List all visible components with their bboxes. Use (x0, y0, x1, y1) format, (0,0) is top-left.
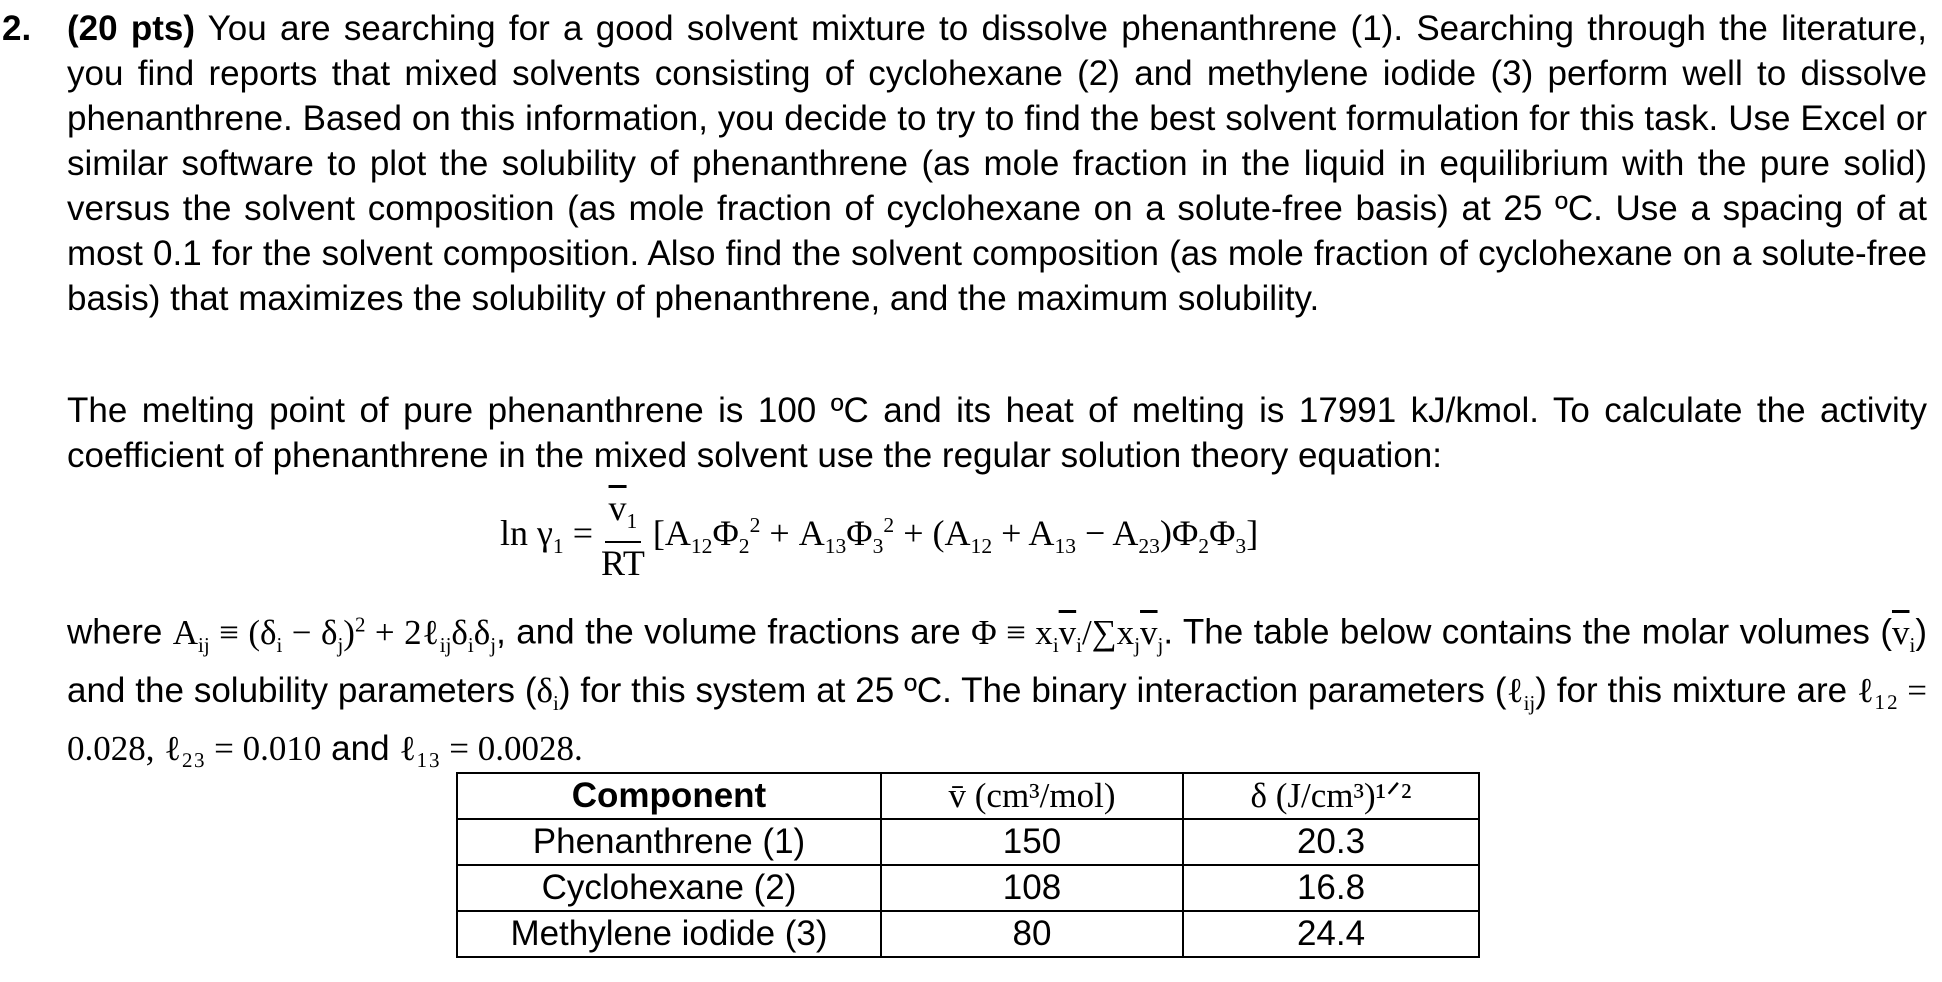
header-solubility-parameter: δ (J/cm³)¹ᐟ² (1183, 773, 1479, 819)
where-text-4: ) and the solubility parameters ( (67, 612, 1927, 710)
component-name: Phenanthrene (1) (457, 819, 881, 865)
where-text-1: where (67, 612, 163, 652)
header-component: Component (457, 773, 881, 819)
molar-volume-value: 108 (881, 865, 1183, 911)
component-name: Cyclohexane (2) (457, 865, 881, 911)
phi-definition: $\Phi \equiv x_i\overline{v}_i/\sum x_j\overline{v}_j$ (971, 612, 1164, 657)
where-text-6: ) for this mixture are (1535, 670, 1848, 710)
table-row (457, 911, 1479, 957)
solubility-parameter-value: 16.8 (1183, 865, 1479, 911)
vi-symbol: $\overline{v}_i$ (1891, 612, 1916, 657)
points-label: (20 pts) (67, 9, 196, 48)
regular-solution-equation: $\ln \gamma_1$ = $\frac{\overline{v}_1}{RT}$ $[A_{12}\Phi_2^2 + A_{13}\Phi_3^2 + (A_{12} + A_{13} - A_{23})\Phi_2\Phi_3]$ (500, 488, 1259, 584)
l12-value: ℓ₁₂ = 0.028, (67, 670, 1927, 768)
table-row (457, 865, 1479, 911)
properties-table (456, 772, 1480, 958)
intro-text: You are searching for a good solvent mixture to dissolve phenanthrene (1). Searching through the literature, you find reports that mixed solvents consisting of cyclohexane (2) and methylene iodide (3) perform well to dissolve phenanthrene. Based on this information, you decide to try to find the best solvent formulation for this task. Use Excel or similar software to plot the solubility of phenanthrene (as mole fraction in the liquid in equilibrium with the pure solid) versus the solvent composition (as mole fraction of cyclohexane on a solute-free basis) at 25 ºC. Use a spacing of at most 0.1 for the solvent composition. Also find the solvent composition (as mole fraction of cyclohexane on a solute-free basis) that maximizes the solubility of phenanthrene, and the maximum solubility. (67, 9, 1927, 318)
where-text-5: ) for this system at 25 ºC. The binary interaction parameters ( (558, 670, 1507, 710)
l13-value: ℓ₁₃ = 0.0028. (399, 728, 583, 768)
l23-value: ℓ₂₃ = 0.010 (164, 728, 322, 768)
melting-text: The melting point of pure phenanthrene is 100 ºC and its heat of melting is 17991 kJ/kmol. To calculate the activity coefficient of phenanthrene in the mixed solvent use the regular solution theory equation: (67, 391, 1927, 475)
where-text-2: , and the volume fractions are (496, 612, 961, 652)
lij-symbol: ℓ$_{ij}$ (1506, 670, 1536, 715)
and-word: and (331, 728, 390, 768)
molar-volume-value: 80 (881, 911, 1183, 957)
properties-table-wrapper (456, 772, 1480, 958)
intro-paragraph (67, 6, 1927, 321)
solubility-parameter-value: 24.4 (1183, 911, 1479, 957)
table-row (457, 819, 1479, 865)
solubility-parameter-value: 20.3 (1183, 819, 1479, 865)
aij-definition: $A_{ij} \equiv (\delta_i - \delta_j)^2$ + $2\ell_{ij}\delta_i\delta_j$ (172, 612, 497, 657)
where-text-3: . The table below contains the molar volumes ( (1163, 612, 1892, 652)
problem-number: 2. (2, 9, 32, 48)
table-header-row (457, 773, 1479, 819)
delta-symbol: $\delta_i$ (536, 670, 559, 715)
component-name: Methylene iodide (3) (457, 911, 881, 957)
melting-paragraph (67, 388, 1927, 478)
header-molar-volume: v̄ (cm³/mol) (881, 773, 1183, 819)
where-paragraph (67, 602, 1927, 771)
molar-volume-value: 150 (881, 819, 1183, 865)
